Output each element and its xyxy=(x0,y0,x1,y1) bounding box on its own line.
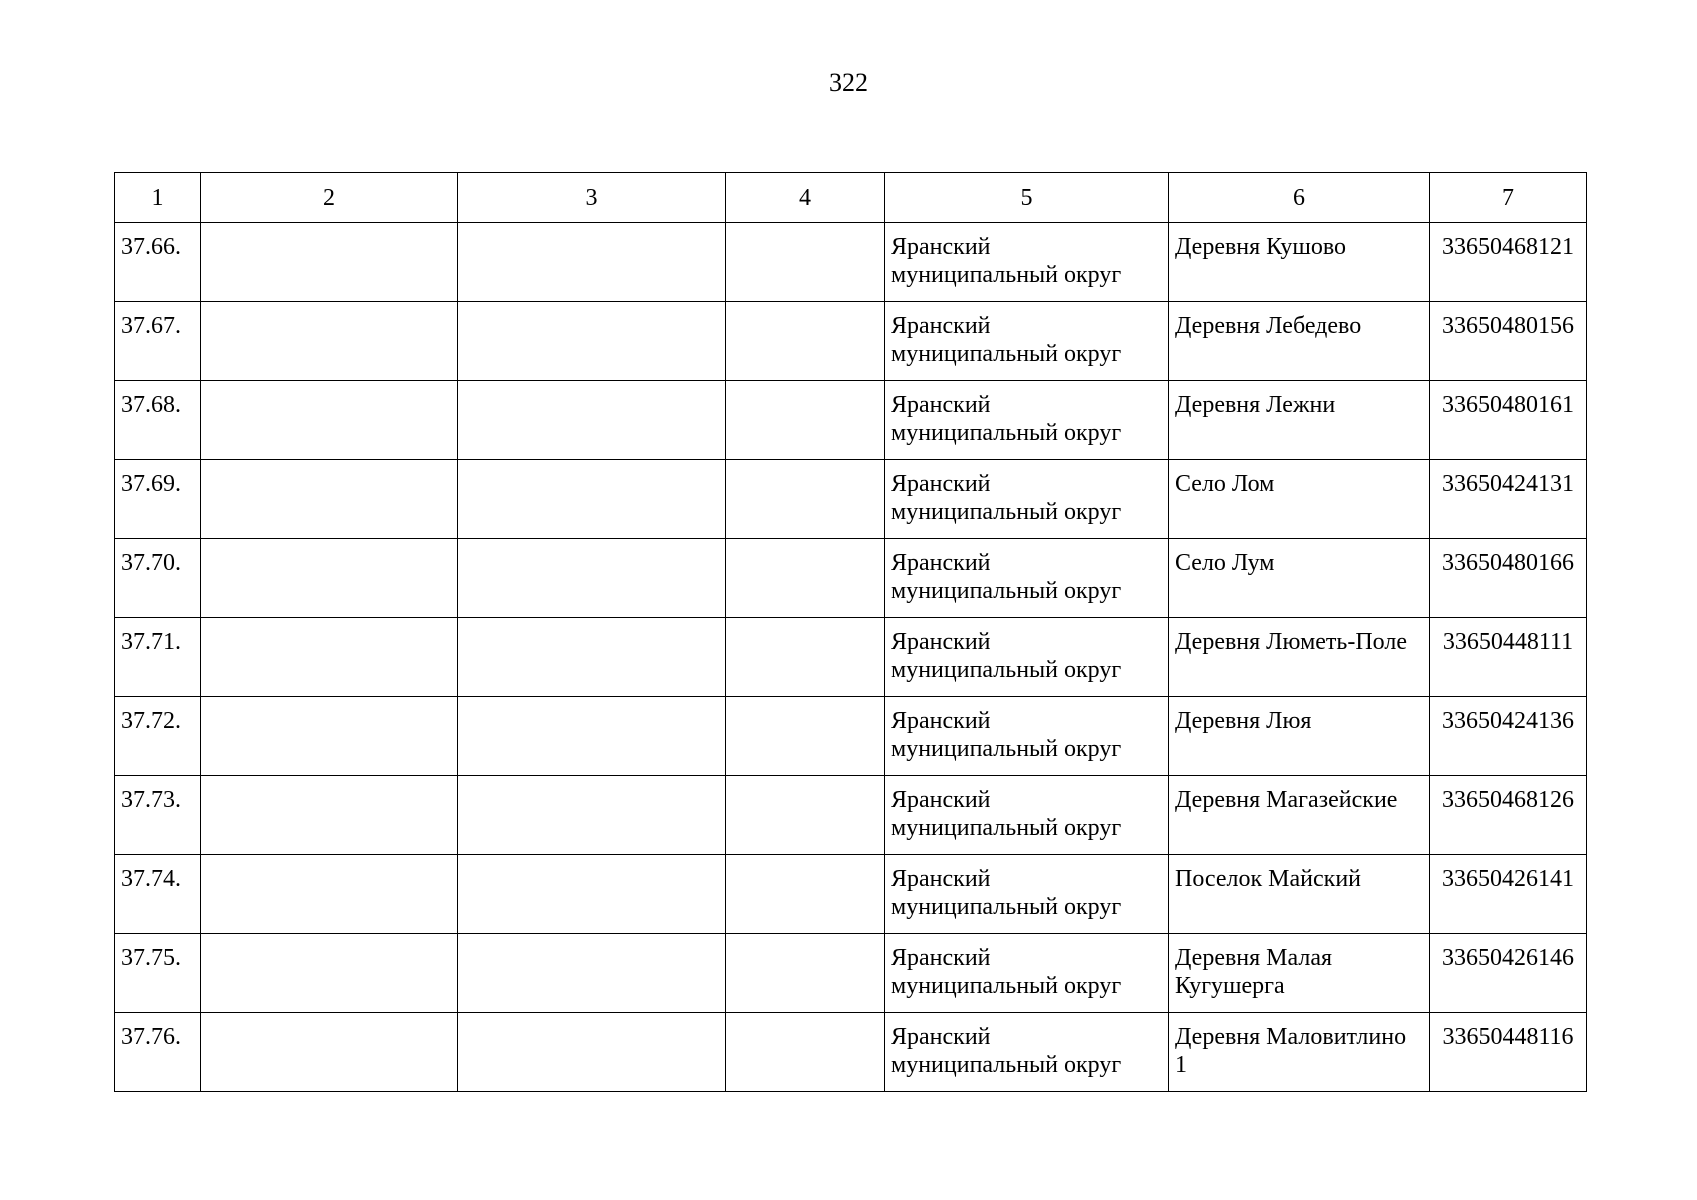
header-row xyxy=(115,173,1587,223)
settlements-table xyxy=(114,172,1587,1092)
row-number-cell: 37.66. xyxy=(115,223,201,302)
column-header: 4 xyxy=(726,173,885,223)
settlement-cell: Деревня Люметь-Поле xyxy=(1169,618,1430,697)
column-2-cell xyxy=(201,776,458,855)
row-number-cell: 37.69. xyxy=(115,460,201,539)
page-number: 322 xyxy=(829,68,868,97)
column-2-cell xyxy=(201,855,458,934)
column-4-cell xyxy=(726,460,885,539)
settlement-cell: Деревня Лебедево xyxy=(1169,302,1430,381)
table-row xyxy=(115,618,1587,697)
table-row xyxy=(115,855,1587,934)
column-4-cell xyxy=(726,223,885,302)
district-cell: Яранский муниципальный округ xyxy=(885,697,1169,776)
table-row xyxy=(115,697,1587,776)
row-number-cell: 37.72. xyxy=(115,697,201,776)
row-number-cell: 37.68. xyxy=(115,381,201,460)
column-4-cell xyxy=(726,776,885,855)
district-cell: Яранский муниципальный округ xyxy=(885,539,1169,618)
settlement-cell: Деревня Лежни xyxy=(1169,381,1430,460)
column-4-cell xyxy=(726,697,885,776)
oktmo-code-cell: 33650480156 xyxy=(1430,302,1587,381)
row-number-cell: 37.74. xyxy=(115,855,201,934)
table-row xyxy=(115,381,1587,460)
column-3-cell xyxy=(458,618,726,697)
column-2-cell xyxy=(201,539,458,618)
column-2-cell xyxy=(201,618,458,697)
column-3-cell xyxy=(458,460,726,539)
oktmo-code-cell: 33650468126 xyxy=(1430,776,1587,855)
table-row xyxy=(115,302,1587,381)
column-3-cell xyxy=(458,934,726,1013)
table-header xyxy=(115,173,1587,223)
column-2-cell xyxy=(201,934,458,1013)
table-row xyxy=(115,460,1587,539)
oktmo-code-cell: 33650424131 xyxy=(1430,460,1587,539)
district-cell: Яранский муниципальный округ xyxy=(885,223,1169,302)
district-cell: Яранский муниципальный округ xyxy=(885,1013,1169,1092)
oktmo-code-cell: 33650426141 xyxy=(1430,855,1587,934)
settlement-cell: Село Лум xyxy=(1169,539,1430,618)
row-number-cell: 37.75. xyxy=(115,934,201,1013)
district-cell: Яранский муниципальный округ xyxy=(885,381,1169,460)
oktmo-code-cell: 33650480161 xyxy=(1430,381,1587,460)
row-number-cell: 37.73. xyxy=(115,776,201,855)
column-3-cell xyxy=(458,697,726,776)
oktmo-code-cell: 33650448116 xyxy=(1430,1013,1587,1092)
settlement-cell: Поселок Майский xyxy=(1169,855,1430,934)
settlement-cell: Деревня Магазейские xyxy=(1169,776,1430,855)
oktmo-code-cell: 33650468121 xyxy=(1430,223,1587,302)
column-4-cell xyxy=(726,618,885,697)
table-row xyxy=(115,223,1587,302)
row-number-cell: 37.76. xyxy=(115,1013,201,1092)
row-number-cell: 37.67. xyxy=(115,302,201,381)
oktmo-code-cell: 33650424136 xyxy=(1430,697,1587,776)
row-number-cell: 37.70. xyxy=(115,539,201,618)
row-number-cell: 37.71. xyxy=(115,618,201,697)
column-3-cell xyxy=(458,1013,726,1092)
column-header: 5 xyxy=(885,173,1169,223)
district-cell: Яранский муниципальный округ xyxy=(885,934,1169,1013)
district-cell: Яранский муниципальный округ xyxy=(885,618,1169,697)
oktmo-code-cell: 33650448111 xyxy=(1430,618,1587,697)
settlement-cell: Деревня Кушово xyxy=(1169,223,1430,302)
column-4-cell xyxy=(726,1013,885,1092)
oktmo-code-cell: 33650426146 xyxy=(1430,934,1587,1013)
column-3-cell xyxy=(458,223,726,302)
column-3-cell xyxy=(458,855,726,934)
column-4-cell xyxy=(726,381,885,460)
column-2-cell xyxy=(201,302,458,381)
column-4-cell xyxy=(726,855,885,934)
settlement-cell: Деревня Малая Кугушерга xyxy=(1169,934,1430,1013)
column-2-cell xyxy=(201,1013,458,1092)
district-cell: Яранский муниципальный округ xyxy=(885,302,1169,381)
column-2-cell xyxy=(201,223,458,302)
table-row xyxy=(115,539,1587,618)
column-2-cell xyxy=(201,381,458,460)
column-header: 1 xyxy=(115,173,201,223)
column-3-cell xyxy=(458,302,726,381)
column-header: 7 xyxy=(1430,173,1587,223)
column-3-cell xyxy=(458,381,726,460)
column-2-cell xyxy=(201,697,458,776)
column-header: 3 xyxy=(458,173,726,223)
column-2-cell xyxy=(201,460,458,539)
column-3-cell xyxy=(458,539,726,618)
column-3-cell xyxy=(458,776,726,855)
table-row xyxy=(115,776,1587,855)
column-4-cell xyxy=(726,539,885,618)
settlement-cell: Деревня Люя xyxy=(1169,697,1430,776)
settlement-cell: Деревня Маловитлино 1 xyxy=(1169,1013,1430,1092)
column-header: 6 xyxy=(1169,173,1430,223)
table-body xyxy=(115,223,1587,1092)
column-4-cell xyxy=(726,302,885,381)
column-header: 2 xyxy=(201,173,458,223)
oktmo-code-cell: 33650480166 xyxy=(1430,539,1587,618)
table-row xyxy=(115,934,1587,1013)
column-4-cell xyxy=(726,934,885,1013)
district-cell: Яранский муниципальный округ xyxy=(885,855,1169,934)
district-cell: Яранский муниципальный округ xyxy=(885,460,1169,539)
district-cell: Яранский муниципальный округ xyxy=(885,776,1169,855)
settlement-cell: Село Лом xyxy=(1169,460,1430,539)
table-row xyxy=(115,1013,1587,1092)
